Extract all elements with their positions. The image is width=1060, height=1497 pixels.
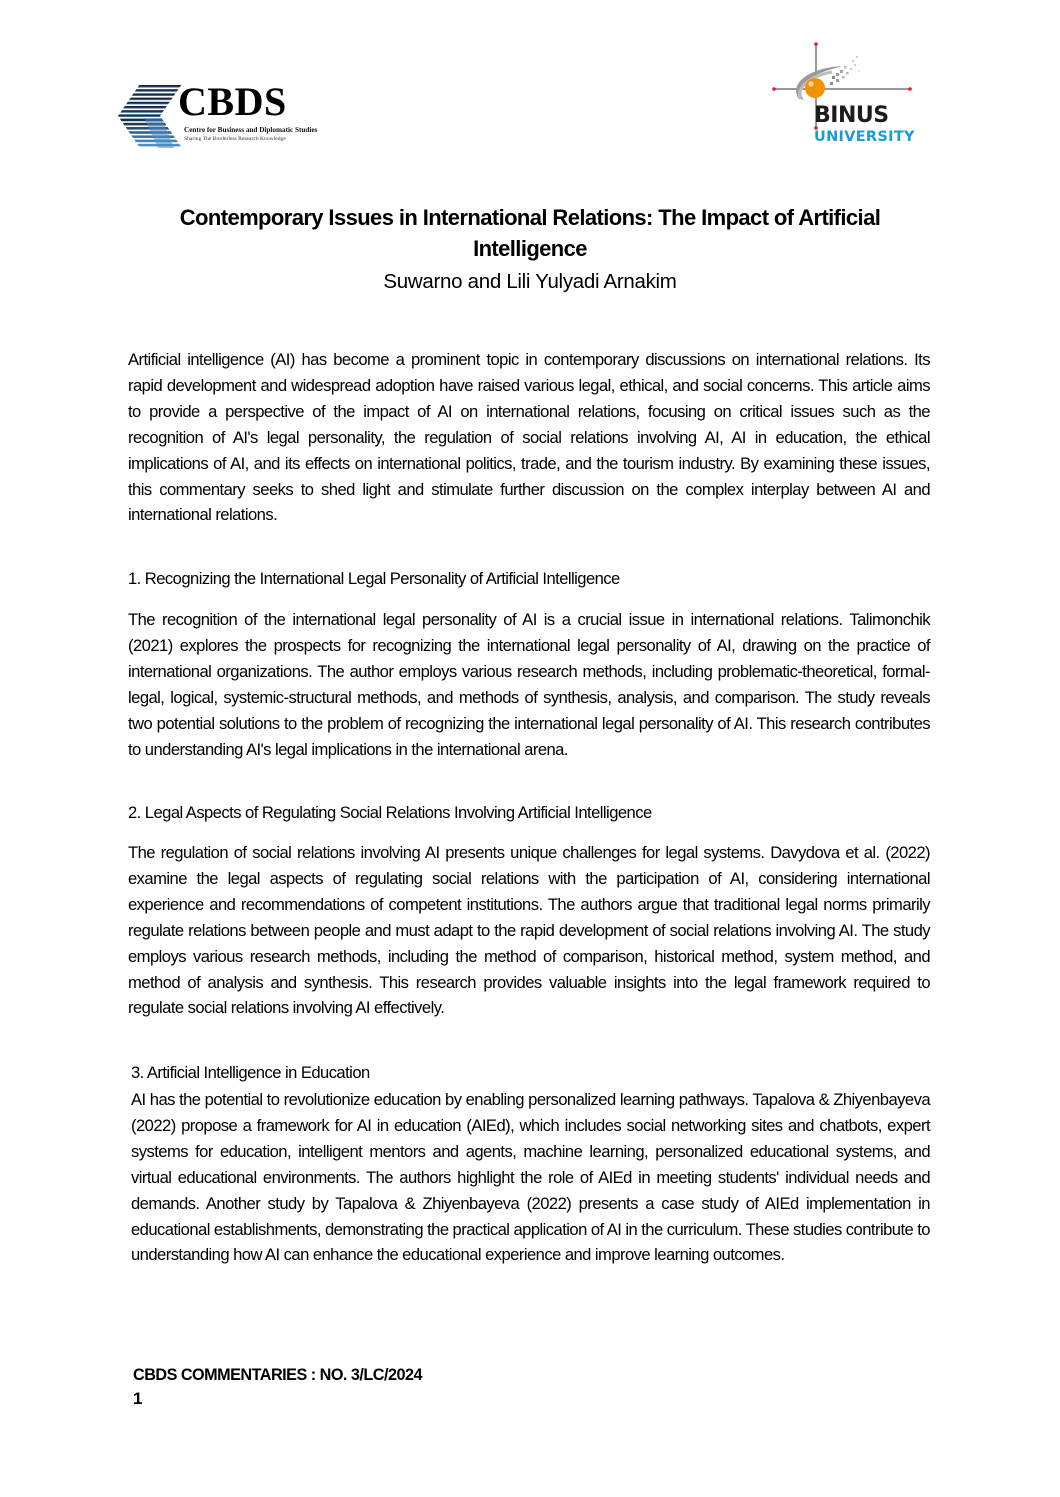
cbds-logo	[118, 79, 328, 152]
section-paragraph-1: The recognition of the international legal personality of AI is a crucial issue in international relations. Talimonchik (2021) explores the prospects for recognizing the international legal personality of AI, drawing on the practice of international organizations. The author employs various research methods, including problematic-theoretical, formal-legal, logical, systemic-structural methods, and methods of synthesis, analysis, and comparison. The study reveals two potential solutions to the problem of recognizing the international legal personality of AI. This research contributes to understanding AI's legal implications in the international arena.	[128, 610, 930, 759]
cbds-wordmark: CBDS	[178, 79, 287, 124]
section-heading-1: 1. Recognizing the International Legal Personality of Artificial Intelligence	[128, 569, 620, 588]
cbds-subtitle: Centre for Business and Diplomatic Studies	[184, 126, 318, 134]
binus-university-label: UNIVERSITY	[814, 129, 915, 145]
binus-logo	[770, 42, 940, 152]
article-authors: Suwarno and Lili Yulyadi Arnakim	[383, 270, 677, 293]
article-title: Contemporary Issues in International Relations: The Impact of Artificial Intelligence	[179, 205, 881, 261]
intro-paragraph: Artificial intelligence (AI) has become a prominent topic in contemporary discussions on international relations. Its rapid development and widespread adoption have raised various legal, ethical, and social concerns. This article aims to provide a perspective of the impact of AI on international relations, focusing on critical issues such as the recognition of AI's legal personality, the regulation of social relations involving AI, AI in education, the ethical implications of AI, and its effects on international politics, trade, and the tourism industry. By examining these issues, this commentary seeks to shed light and stimulate further discussion on the complex interplay between AI and international relations.	[128, 350, 930, 525]
section-paragraph-3: AI has the potential to revolutionize education by enabling personalized learning pathways. Tapalova & Zhiyenbayeva (2022) propose a framework for AI in education (AIEd), which includes social networking sites and chatbots, expert systems for education, intelligent mentors and agents, machine learning, personalized educational systems, and virtual educational environments. The authors highlight the role of AIEd in meeting students' individual needs and demands. Another study by Tapalova & Zhiyenbayeva (2022) presents a case study of AIEd implementation in educational establishments, demonstrating the practical application of AI in the curriculum. These studies contribute to understanding how AI can enhance the educational experience and improve learning outcomes.	[131, 1090, 930, 1265]
cbds-chevron-stripes-icon	[118, 84, 182, 148]
section-paragraph-2: The regulation of social relations involving AI presents unique challenges for legal systems. Davydova et al. (2022) examine the legal aspects of regulating social relations with the participation of AI, considering international experience and recommendations of competent institutions. The authors argue that traditional legal norms primarily regulate relations between people and must adapt to the rapid development of social relations involving AI. The study employs various research methods, including the method of comparison, historical method, system method, and method of analysis and synthesis. This research provides valuable insights into the legal framework required to regulate social relations involving AI effectively.	[128, 843, 930, 1018]
page-number: 1	[133, 1389, 143, 1408]
section-heading-2: 2. Legal Aspects of Regulating Social Relations Involving Artificial Intelligence	[128, 803, 652, 822]
cbds-tagline: Sharing The Borderless Research Knowledge	[184, 136, 286, 142]
section-heading-3: 3. Artificial Intelligence in Education	[131, 1063, 370, 1082]
footer-series-label: CBDS COMMENTARIES : NO. 3/LC/2024	[133, 1366, 423, 1384]
binus-wordmark: BINUS	[814, 103, 889, 128]
